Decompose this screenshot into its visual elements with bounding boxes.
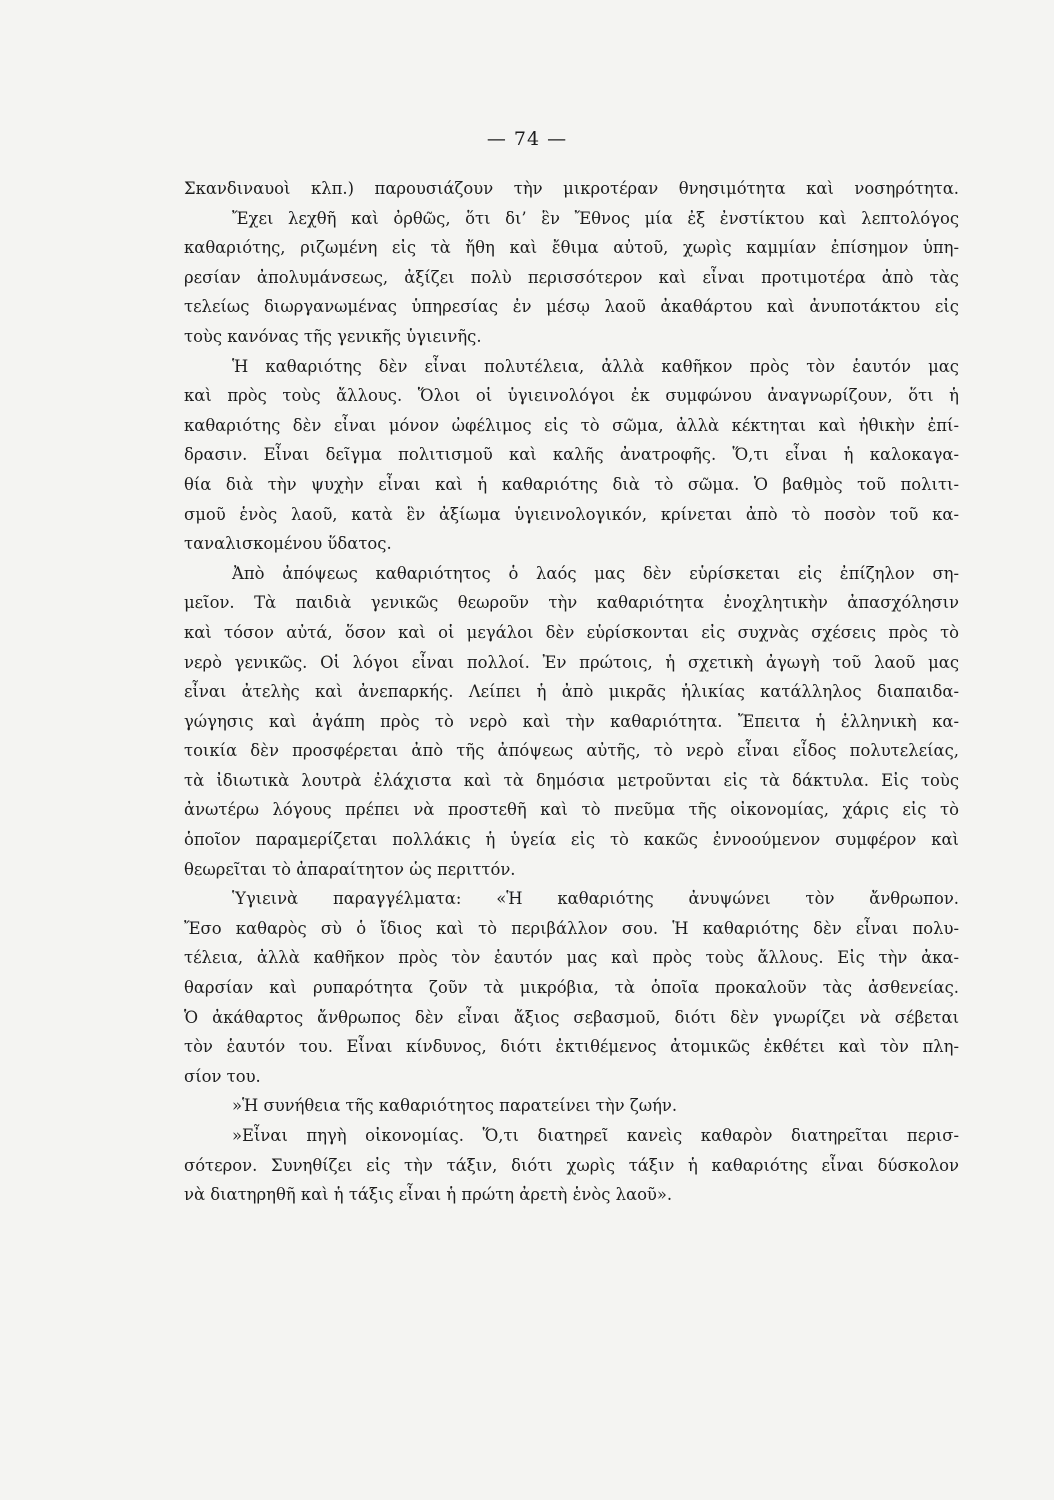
text-line: θία διὰ τὴν ψυχὴν εἶναι καὶ ἡ καθαριότης διὰ τὸ σῶμα. Ὁ βαθμὸς τοῦ πολιτι- [184, 474, 959, 494]
paragraph-start-line: Ἔχει λεχθῆ καὶ ὀρθῶς, ὅτι δι’ ἓν Ἔθνος μία ἐξ ἐνστίκτου καὶ λεπτολόγος [232, 208, 959, 228]
text-line: καθαριότης δὲν εἶναι μόνον ὠφέλιμος εἰς τὸ σῶμα, ἀλλὰ κέκτηται καὶ ἠθικὴν ἐπί- [184, 415, 959, 435]
paragraph-end-line: ταναλισκομένου ὕδατος. [184, 534, 392, 554]
text-line: γώγησις καὶ ἀγάπη πρὸς τὸ νερὸ καὶ τὴν καθαριότητα. Ἔπειτα ἡ ἑλληνικὴ κα- [184, 711, 959, 731]
text-line: Ὁ ἀκάθαρτος ἄνθρωπος δὲν εἶναι ἄξιος σεβασμοῦ, διότι δὲν γνωρίζει νὰ σέβεται [184, 1007, 959, 1027]
paragraph-start-line: Ἡ καθαριότης δὲν εἶναι πολυτέλεια, ἀλλὰ καθῆκον πρὸς τὸν ἑαυτόν μας [232, 356, 959, 376]
body-text [184, 174, 959, 1210]
page-number: — 74 — [486, 128, 568, 150]
text-line: καὶ πρὸς τοὺς ἄλλους. Ὅλοι οἱ ὑγιεινολόγοι ἐκ συμφώνου ἀναγνωρίζουν, ὅτι ἡ [184, 386, 959, 406]
text-line: μεῖον. Τὰ παιδιὰ γενικῶς θεωροῦν τὴν καθαριότητα ἐνοχλητικὴν ἀπασχόλησιν [184, 593, 959, 613]
text-line: ὁποῖον παραμερίζεται πολλάκις ἡ ὑγεία εἰς τὸ κακῶς ἐννοούμενον συμφέρον καὶ [184, 830, 959, 850]
text-line: νερὸ γενικῶς. Οἱ λόγοι εἶναι πολλοί. Ἐν πρώτοις, ἡ σχετικὴ ἀγωγὴ τοῦ λαοῦ μας [184, 652, 959, 672]
text-line: καθαριότης, ριζωμένη εἰς τὰ ἤθη καὶ ἔθιμα αὐτοῦ, χωρὶς καμμίαν ἐπίσημον ὑπη- [184, 238, 959, 258]
text-line: τὰ ἰδιωτικὰ λουτρὰ ἐλάχιστα καὶ τὰ δημόσια μετροῦνται εἰς τὰ δάκτυλα. Εἰς τοὺς [184, 770, 959, 790]
text-line: σότερον. Συνηθίζει εἰς τὴν τάξιν, διότι χωρὶς τάξιν ἡ καθαριότης εἶναι δύσκολον [184, 1155, 959, 1175]
paragraph-end-line: θεωρεῖται τὸ ἀπαραίτητον ὡς περιττόν. [184, 859, 516, 879]
hygiene-rules-heading-line: Ὑγιεινὰ παραγγέλματα: «Ἡ καθαριότης ἀνυψώνει τὸν ἄνθρωπον. [232, 889, 959, 909]
text-line: ρεσίαν ἀπολυμάνσεως, ἀξίζει πολὺ περισσότερον καὶ εἶναι προτιμοτέρα ἀπὸ τὰς [184, 267, 959, 287]
text-line: τὸν ἑαυτόν του. Εἶναι κίνδυνος, διότι ἐκτιθέμενος ἀτομικῶς ἐκθέτει καὶ τὸν πλη- [184, 1037, 959, 1057]
paragraph-end-line: νὰ διατηρηθῆ καὶ ἡ τάξις εἶναι ἡ πρώτη ἀρετὴ ἑνὸς λαοῦ». [184, 1185, 673, 1205]
text-line: δρασιν. Εἶναι δεῖγμα πολιτισμοῦ καὶ καλῆς ἀνατροφῆς. Ὅ,τι εἶναι ἡ καλοκαγα- [184, 445, 959, 465]
paragraph-start-line: Ἀπὸ ἀπόψεως καθαριότητος ὁ λαός μας δὲν εὑρίσκεται εἰς ἐπίζηλον ση- [232, 563, 959, 583]
text-line: Ἔσο καθαρὸς σὺ ὁ ἴδιος καὶ τὸ περιβάλλον σου. Ἡ καθαριότης δὲν εἶναι πολυ- [184, 918, 959, 938]
paragraph-end-line: σίον του. [184, 1066, 261, 1086]
text-line: θαρσίαν καὶ ρυπαρότητα ζοῦν τὰ μικρόβια, τὰ ὁποῖα προκαλοῦν τὰς ἀσθενείας. [184, 978, 959, 998]
text-line: τοικία δὲν προσφέρεται ἀπὸ τῆς ἀπόψεως αὐτῆς, τὸ νερὸ εἶναι εἶδος πολυτελείας, [184, 741, 959, 761]
text-line: καὶ τόσον αὐτά, ὅσον καὶ οἱ μεγάλοι δὲν εὑρίσκονται εἰς συχνὰς σχέσεις πρὸς τὸ [184, 622, 959, 642]
text-line: τέλεια, ἀλλὰ καθῆκον πρὸς τὸν ἑαυτόν μας καὶ πρὸς τοὺς ἄλλους. Εἰς τὴν ἀκα- [184, 948, 959, 968]
text-line: Σκανδιναυοὶ κλπ.) παρουσιάζουν τὴν μικροτέραν θνησιμότητα καὶ νοσηρότητα. [184, 179, 959, 198]
text-line: ἀνωτέρω λόγους πρέπει νὰ προστεθῆ καὶ τὸ πνεῦμα τῆς οἰκονομίας, χάρις εἰς τὸ [184, 800, 959, 820]
text-line: τελείως διωργανωμένας ὑπηρεσίας ἐν μέσῳ λαοῦ ἀκαθάρτου καὶ ἀνυποτάκτου εἰς [184, 297, 959, 317]
text-line: εἶναι ἀτελὴς καὶ ἀνεπαρκής. Λείπει ἡ ἀπὸ μικρᾶς ἡλικίας κατάλληλος διαπαιδα- [184, 682, 959, 702]
paragraph-start-line: »Εἶναι πηγὴ οἰκονομίας. Ὅ,τι διατηρεῖ κανεὶς καθαρὸν διατηρεῖται περισ- [232, 1126, 959, 1145]
quote-line: »Ἡ συνήθεια τῆς καθαριότητος παρατείνει τὴν ζωήν. [232, 1096, 678, 1116]
text-line: σμοῦ ἑνὸς λαοῦ, κατὰ ἓν ἀξίωμα ὑγιεινολογικόν, κρίνεται ἀπὸ τὸ ποσὸν τοῦ κα- [184, 504, 959, 524]
paragraph-end-line: τοὺς κανόνας τῆς γενικῆς ὑγιεινῆς. [184, 326, 482, 346]
